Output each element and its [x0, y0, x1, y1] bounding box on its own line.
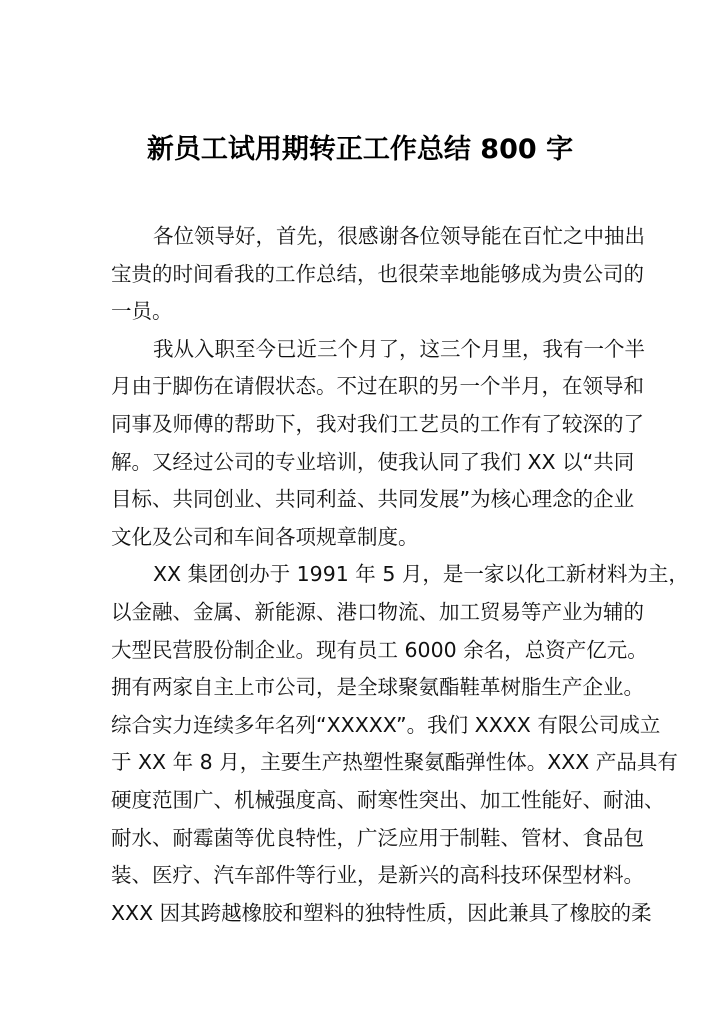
document-title: 新员工试用期转正工作总结 800 字: [146, 134, 574, 165]
text-line: 目标、共同创业、共同利益、共同发展”为核心理念的企业: [111, 487, 635, 512]
text-line: 以金融、金属、新能源、港口物流、加工贸易等产业为辅的: [111, 599, 644, 624]
text-line: 耐水、耐霉菌等优良特性，广泛应用于制鞋、管材、食品包: [111, 825, 644, 850]
text-line: 综合实力连续多年名列“XXXXX”。我们 XXXX 有限公司成立: [111, 712, 661, 737]
text-line: 拥有两家自主上市公司，是全球聚氨酯鞋革树脂生产企业。: [111, 675, 644, 700]
paragraph-2: [111, 331, 645, 557]
text-line: XXX 因其跨越橡胶和塑料的独特性质，因此兼具了橡胶的柔: [111, 900, 652, 925]
text-line: 各位领导好，首先，很感谢各位领导能在百忙之中抽出: [153, 224, 645, 248]
text-line: 大型民营股份制企业。现有员工 6000 余名，总资产亿元。: [111, 637, 648, 662]
text-line: 文化及公司和车间各项规章制度。: [111, 524, 419, 549]
text-line: 装、医疗、汽车部件等行业，是新兴的高科技环保型材料。: [111, 863, 644, 888]
paragraph-1: [111, 218, 645, 331]
text-line: 硬度范围广、机械强度高、耐寒性突出、加工性能好、耐油、: [111, 787, 665, 812]
text-line: 同事及师傅的帮助下，我对我们工艺员的工作有了较深的了: [111, 411, 644, 436]
text-line: 我从入职至今已近三个月了，这三个月里，我有一个半: [153, 336, 645, 361]
document-body: [111, 218, 689, 932]
text-line: 月由于脚伤在请假状态。不过在职的另一个半月，在领导和: [111, 374, 644, 399]
text-line: 宝贵的时间看我的工作总结，也很荣幸地能够成为贵公司的: [111, 261, 644, 286]
text-line: 解。又经过公司的专业培训，使我认同了我们 XX 以“共同: [111, 449, 635, 474]
text-line: XX 集团创办于 1991 年 5 月，是一家以化工新材料为主，: [153, 562, 689, 587]
text-line: 一员。: [111, 299, 173, 324]
text-line: 于 XX 年 8 月，主要生产热塑性聚氨酯弹性体。XXX 产品具有: [111, 750, 678, 775]
paragraph-3: [111, 556, 689, 932]
